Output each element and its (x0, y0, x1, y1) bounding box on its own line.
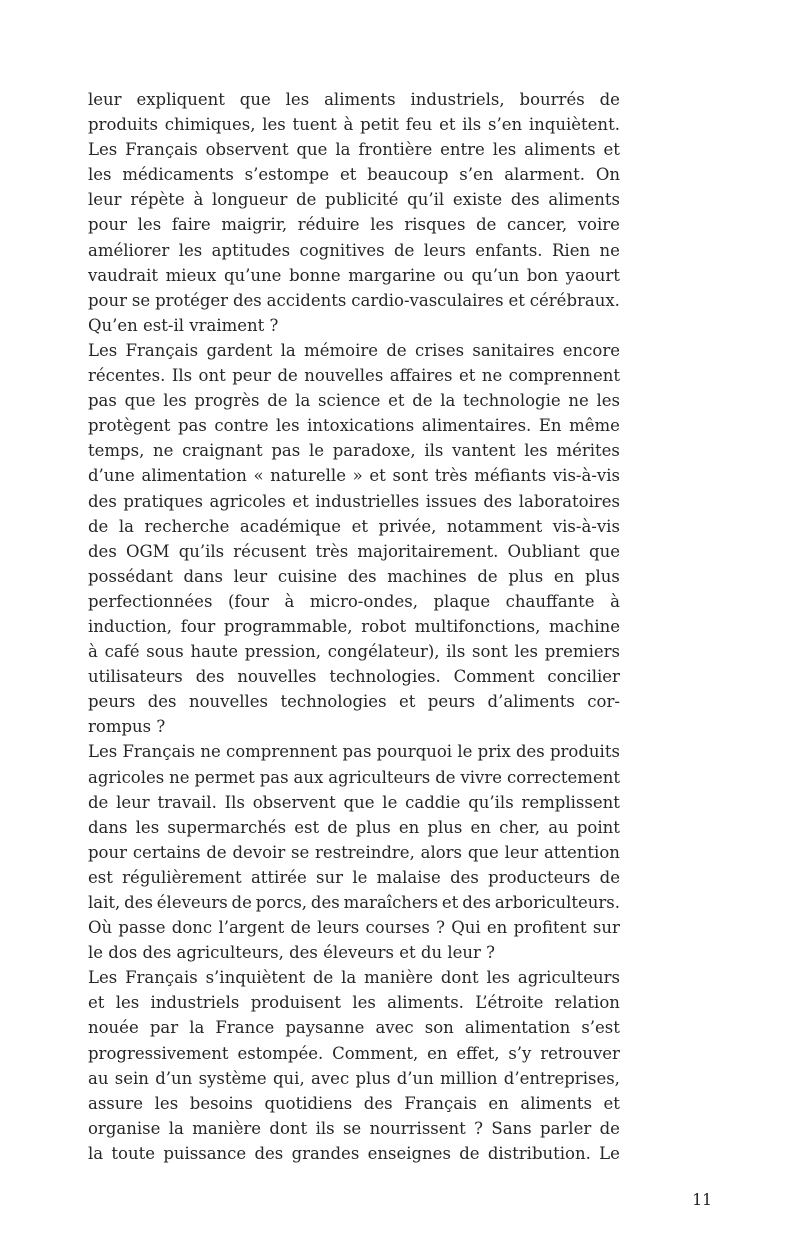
text-line: utilisateurs des nouvelles technologies. Comment concilier (88, 667, 620, 687)
text-line: la toute puissance des grandes enseignes de distribution. Le (88, 1143, 620, 1163)
text-line: d’une alimentation « naturelle » et sont très méfiants vis-à-vis (88, 466, 620, 486)
paragraph (88, 739, 620, 965)
text-line: Qu’en est-il vraiment ? (88, 315, 279, 335)
text-line: lait, des éleveurs de porcs, des maraîchers et des arboriculteurs. (88, 893, 620, 912)
text-line: à café sous haute pression, congélateur), ils sont les premiers (88, 642, 620, 662)
text-line: pour se protéger des accidents cardio-vasculaires et cérébraux. (88, 290, 620, 310)
paragraph (88, 87, 620, 338)
text-line: protègent pas contre les intoxications alimentaires. En même (88, 416, 620, 436)
text-line: Les Français ne comprennent pas pourquoi le prix des produits (88, 742, 620, 762)
text-line: améliorer les aptitudes cognitives de leurs enfants. Rien ne (88, 240, 620, 260)
body-text (88, 87, 620, 1166)
text-line: les médicaments s’estompe et beaucoup s’en alarment. On (88, 165, 620, 185)
text-line: rompus ? (88, 717, 166, 737)
text-line: est régulièrement attirée sur le malaise des producteurs de (88, 867, 620, 887)
text-line: induction, four programmable, robot multifonctions, machine (88, 616, 620, 636)
text-line: de leur travail. Ils observent que le caddie qu’ils remplissent (88, 792, 620, 812)
text-line: assure les besoins quotidiens des Français en aliments et (88, 1093, 620, 1113)
page-number: 11 (692, 1191, 712, 1209)
text-line: agricoles ne permet pas aux agriculteurs de vivre correctement (88, 767, 620, 787)
text-line: produits chimiques, les tuent à petit feu et ils s’en inquiètent. (88, 115, 620, 135)
paragraph (88, 965, 620, 1166)
text-line: nouée par la France paysanne avec son alimentation s’est (88, 1018, 620, 1038)
text-line: possédant dans leur cuisine des machines de plus en plus (88, 566, 620, 586)
text-line: organise la manière dont ils se nourrissent ? Sans parler de (88, 1118, 620, 1138)
text-line: pour certains de devoir se restreindre, alors que leur attention (88, 842, 620, 862)
text-line: temps, ne craignant pas le paradoxe, ils vantent les mérites (88, 441, 620, 461)
paragraph (88, 338, 620, 740)
text-line: Les Français observent que la frontière entre les aliments et (88, 140, 620, 160)
text-line: peurs des nouvelles technologies et peurs d’aliments cor- (88, 692, 620, 712)
text-line: progressivement estompée. Comment, en effet, s’y retrouver (88, 1043, 620, 1063)
text-line: vaudrait mieux qu’une bonne margarine ou qu’un bon yaourt (88, 265, 620, 285)
text-line: récentes. Ils ont peur de nouvelles affaires et ne comprennent (88, 366, 620, 386)
text-line: dans les supermarchés est de plus en plus en cher, au point (88, 817, 620, 837)
text-line: Où passe donc l’argent de leurs courses ? Qui en profitent sur (88, 918, 620, 938)
text-line: perfectionnées (four à micro-ondes, plaque chauffante à (88, 591, 620, 611)
text-line: de la recherche académique et privée, notamment vis-à-vis (88, 516, 620, 536)
text-line: des pratiques agricoles et industrielles issues des laboratoires (88, 491, 620, 511)
text-line: et les industriels produisent les aliments. L’étroite relation (88, 993, 620, 1013)
text-line: Les Français gardent la mémoire de crises sanitaires encore (88, 340, 620, 360)
text-line: leur expliquent que les aliments industriels, bourrés de (88, 90, 620, 109)
text-line: pas que les progrès de la science et de la technologie ne les (88, 391, 620, 411)
text-line: le dos des agriculteurs, des éleveurs et du leur ? (88, 943, 495, 963)
text-line: Les Français s’inquiètent de la manière dont les agriculteurs (88, 968, 620, 988)
text-line: des OGM qu’ils récusent très majoritairement. Oubliant que (88, 541, 620, 561)
text-line: leur répète à longueur de publicité qu’il existe des aliments (88, 190, 620, 210)
text-line: pour les faire maigrir, réduire les risques de cancer, voire (88, 215, 620, 235)
text-line: au sein d’un système qui, avec plus d’un million d’entreprises, (88, 1068, 620, 1088)
